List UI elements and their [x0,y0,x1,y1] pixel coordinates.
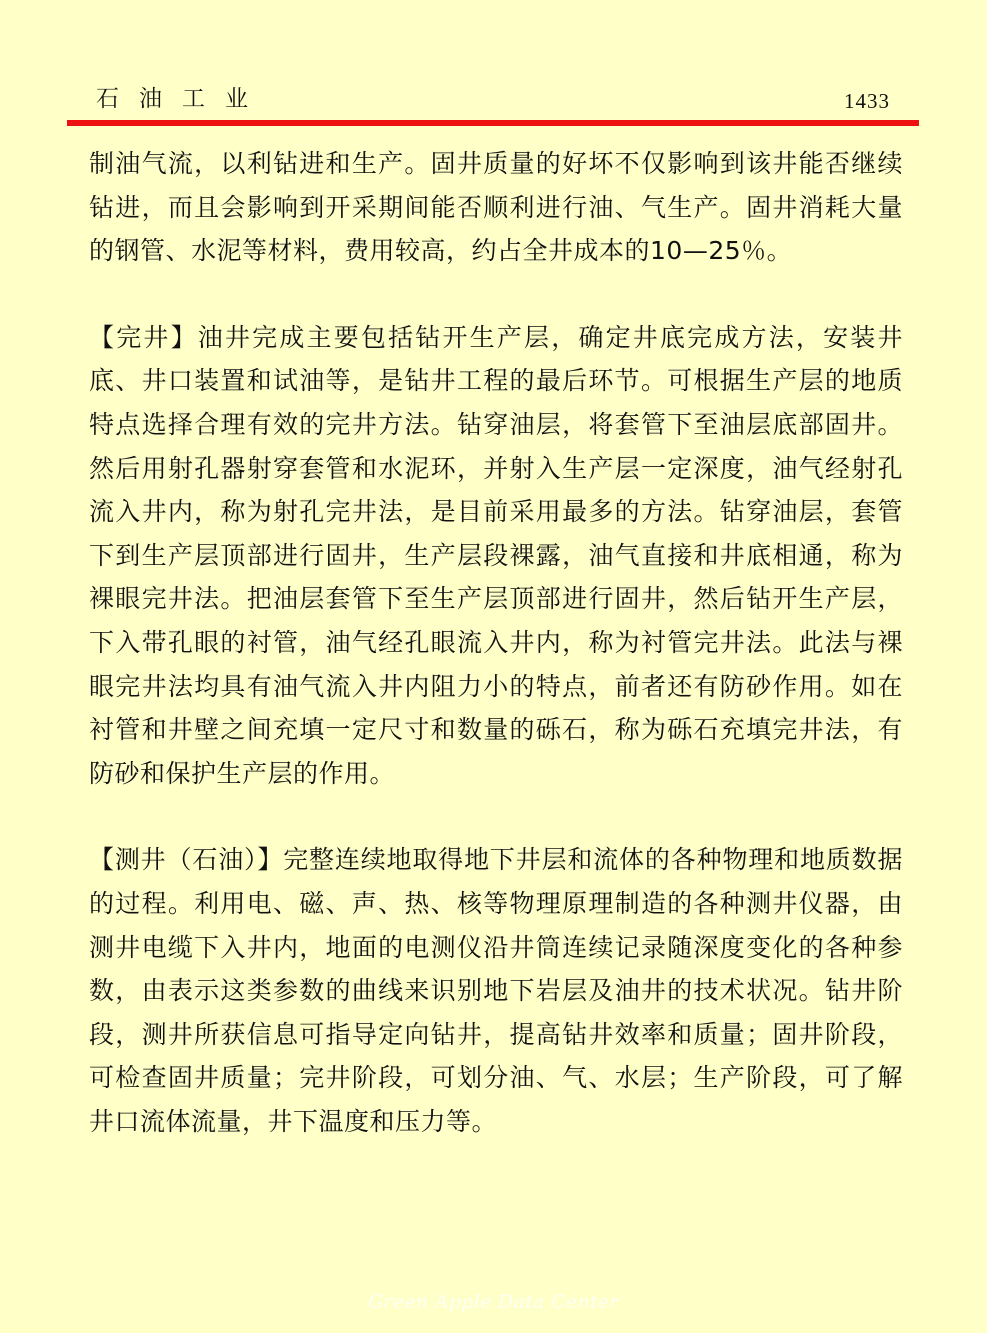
running-head-title: 石油工业 [96,86,268,112]
entry-text: 油井完成主要包括钻开生产层，确定井底完成方法，安装井底、井口装置和试油等，是钻井工程的最后环节。可根据生产层的地质特点选择合理有效的完井方法。钻穿油层，将套管下至油层底部固井。然后用射孔器射穿套管和水泥环，并射入生产层一定深度，油气经射孔流入井内，称为射孔完井法，是目前采用最多的方法。钻穿油层，套管下到生产层顶部进行固井，生产层段裸露，油气直接和井底相通，称为裸眼完井法。把油层套管下至生产层顶部进行固井，然后钻开生产层，下入带孔眼的衬管，油气经孔眼流入井内，称为衬管完井法。此法与裸眼完井法均具有油气流入井内阻力小的特点，前者还有防砂作用。如在衬管和井壁之间充填一定尺寸和数量的砾石，称为砾石充填完井法，有防砂和保护生产层的作用。 [89,322,903,788]
entry-term: 【测井（石油）】 [89,845,284,875]
watermark: Green Apple Data Center [368,1291,619,1313]
paragraph-text: 制油气流，以利钻进和生产。固井质量的好坏不仅影响到该井能否继续钻进，而且会影响到开采期间能否顺利进行油、气生产。固井消耗大量的钢管、水泥等材料，费用较高，约占全井成本的10—25％。 [89,149,903,266]
entry-completion [89,316,903,796]
entry-term: 【完井】 [89,322,198,352]
paragraph-continued [89,142,903,273]
header-rule [67,120,919,126]
body-text [89,142,903,1143]
entry-text: 完整连续地取得地下井层和流体的各种物理和地质数据的过程。利用电、磁、声、热、核等物理原理制造的各种测井仪器，由测井电缆下入井内，地面的电测仪沿井筒连续记录随深度变化的各种参数，由表示这类参数的曲线来识别地下岩层及油井的技术状况。钻井阶段，测井所获信息可指导定向钻井，提高钻井效率和质量；固井阶段，可检查固井质量；完井阶段，可划分油、气、水层；生产阶段，可了解井口流体流量，井下温度和压力等。 [89,845,903,1136]
page-number: 1433 [844,89,890,113]
page-header [96,84,894,118]
entry-well-logging [89,838,903,1143]
